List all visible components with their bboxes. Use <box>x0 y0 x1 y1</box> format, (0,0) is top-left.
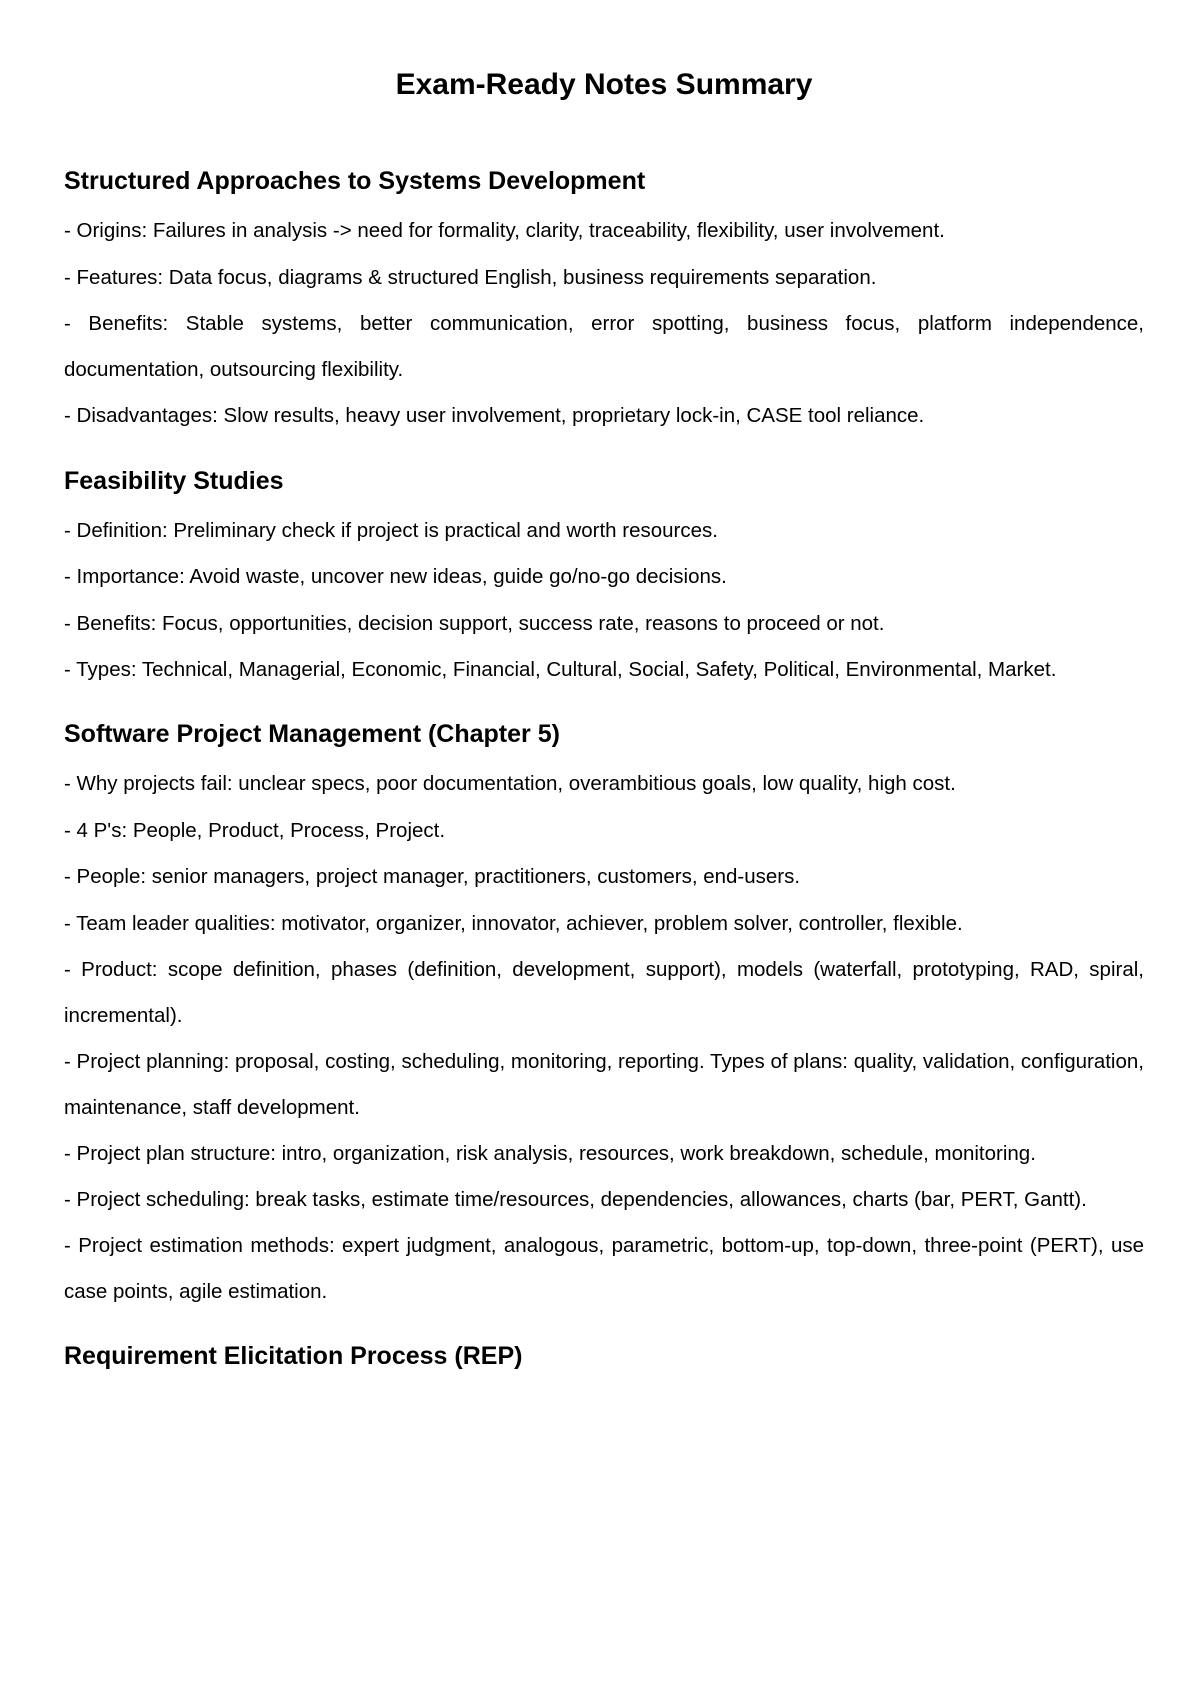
list-item: - Project estimation methods: expert judgment, analogous, parametric, bottom-up, top-down, three-point (PERT), use case points, agile estimation. <box>64 1234 1144 1303</box>
list-item: - Why projects fail: unclear specs, poor documentation, overambitious goals, low quality, high cost. <box>64 772 956 795</box>
list-item: - Importance: Avoid waste, uncover new ideas, guide go/no-go decisions. <box>64 565 727 588</box>
list-item: - Origins: Failures in analysis -> need for formality, clarity, traceability, flexibility, user involvement. <box>64 219 945 242</box>
list-item: - Team leader qualities: motivator, organizer, innovator, achiever, problem solver, controller, flexible. <box>64 911 963 935</box>
list-item: - Product: scope definition, phases (definition, development, support), models (waterfall, prototyping, RAD, spiral, incremental). <box>64 958 1144 1027</box>
list-item: - Types: Technical, Managerial, Economic, Financial, Cultural, Social, Safety, Political, Environmental, Market. <box>64 658 1057 681</box>
list-item: - Benefits: Stable systems, better communication, error spotting, business focus, platform independence, documentation, outsourcing flexibility. <box>64 312 1144 381</box>
list-item: - Project planning: proposal, costing, scheduling, monitoring, reporting. Types of plans: quality, validation, configuration, maintenance, staff development. <box>64 1050 1144 1119</box>
list-item: - People: senior managers, project manager, practitioners, customers, end-users. <box>64 865 801 888</box>
section-software-project-management <box>64 717 1144 1315</box>
page-title: Exam-Ready Notes Summary <box>395 68 813 101</box>
section-heading: Structured Approaches to Systems Development <box>64 167 646 195</box>
list-item: - Project scheduling: break tasks, estimate time/resources, dependencies, allowances, charts (bar, PERT, Gantt). <box>64 1188 1087 1211</box>
list-item: - Disadvantages: Slow results, heavy user involvement, proprietary lock-in, CASE tool reliance. <box>64 404 925 427</box>
list-item: - Definition: Preliminary check if project is practical and worth resources. <box>64 518 718 542</box>
section-structured-approaches <box>64 164 1144 440</box>
section-heading: Feasibility Studies <box>64 466 284 495</box>
document-page <box>64 0 1144 1373</box>
list-item: - 4 P's: People, Product, Process, Project. <box>64 818 446 842</box>
list-item: - Features: Data focus, diagrams & structured English, business requirements separation. <box>64 265 877 289</box>
section-heading: Software Project Management (Chapter 5) <box>64 720 560 748</box>
list-item: - Project plan structure: intro, organization, risk analysis, resources, work breakdown, schedule, monitoring. <box>64 1142 1036 1165</box>
section-feasibility-studies <box>64 464 1144 694</box>
list-item: - Benefits: Focus, opportunities, decision support, success rate, reasons to proceed or not. <box>64 611 885 635</box>
section-requirement-elicitation <box>64 1339 1144 1373</box>
section-heading: Requirement Elicitation Process (REP) <box>64 1342 523 1370</box>
